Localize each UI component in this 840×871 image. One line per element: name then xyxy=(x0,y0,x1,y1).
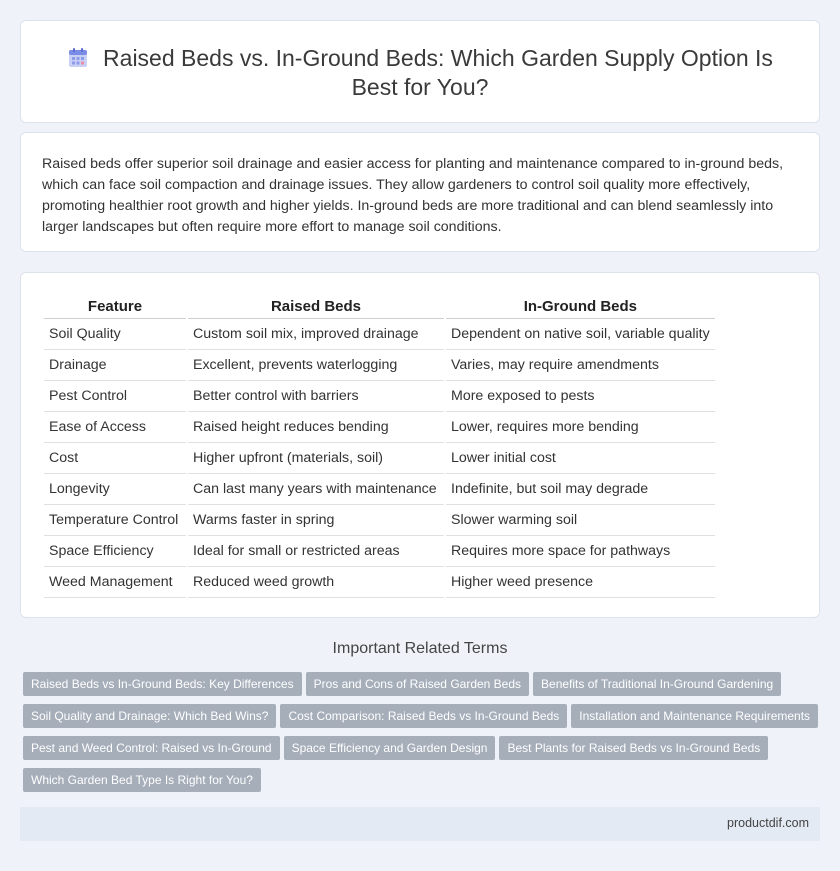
footer-site-link[interactable]: productdif.com xyxy=(727,816,809,830)
header-feature: Feature xyxy=(44,295,186,319)
calendar-icon xyxy=(67,47,89,69)
feature-cell: Pest Control xyxy=(44,381,186,412)
header-raised-beds: Raised Beds xyxy=(188,295,444,319)
in-ground-cell: Dependent on native soil, variable quality xyxy=(446,319,715,350)
table-row xyxy=(44,350,715,381)
related-term-tag[interactable]: Cost Comparison: Raised Beds vs In-Ground Beds xyxy=(280,704,567,728)
table-row xyxy=(44,536,715,567)
table-row xyxy=(44,567,715,598)
title-wrap xyxy=(21,44,819,102)
related-term-tag[interactable]: Soil Quality and Drainage: Which Bed Wins? xyxy=(23,704,276,728)
header-in-ground-beds: In-Ground Beds xyxy=(446,295,715,319)
related-term-tag[interactable]: Pest and Weed Control: Raised vs In-Ground xyxy=(23,736,280,760)
intro-card xyxy=(20,132,820,252)
table-row xyxy=(44,505,715,536)
raised-cell: Reduced weed growth xyxy=(188,567,444,598)
raised-cell: Excellent, prevents waterlogging xyxy=(188,350,444,381)
related-term-tag[interactable]: Best Plants for Raised Beds vs In-Ground Beds xyxy=(499,736,768,760)
raised-cell: Raised height reduces bending xyxy=(188,412,444,443)
raised-cell: Better control with barriers xyxy=(188,381,444,412)
table-header-row xyxy=(44,295,715,319)
related-term-tag[interactable]: Space Efficiency and Garden Design xyxy=(284,736,496,760)
in-ground-cell: Lower, requires more bending xyxy=(446,412,715,443)
in-ground-cell: Varies, may require amendments xyxy=(446,350,715,381)
in-ground-cell: Slower warming soil xyxy=(446,505,715,536)
footer xyxy=(20,807,820,841)
in-ground-cell: Lower initial cost xyxy=(446,443,715,474)
raised-cell: Higher upfront (materials, soil) xyxy=(188,443,444,474)
raised-cell: Ideal for small or restricted areas xyxy=(188,536,444,567)
raised-cell: Custom soil mix, improved drainage xyxy=(188,319,444,350)
in-ground-cell: Indefinite, but soil may degrade xyxy=(446,474,715,505)
related-terms-list xyxy=(23,672,823,800)
related-term-tag[interactable]: Which Garden Bed Type Is Right for You? xyxy=(23,768,261,792)
table-row xyxy=(44,412,715,443)
in-ground-cell: Higher weed presence xyxy=(446,567,715,598)
intro-text: Raised beds offer superior soil drainage and easier access for planting and maintenance compared to in-ground beds, which can face soil compaction and drainage issues. They allow gardeners to control soil quality more effectively, promoting healthier root growth and higher yields. In-ground beds are more traditional and can blend seamlessly into larger landscapes but often require more effort to manage soil conditions. xyxy=(42,156,784,235)
in-ground-cell: More exposed to pests xyxy=(446,381,715,412)
feature-cell: Longevity xyxy=(44,474,186,505)
table-row xyxy=(44,381,715,412)
comparison-card xyxy=(20,272,820,618)
raised-cell: Can last many years with maintenance xyxy=(188,474,444,505)
comparison-table xyxy=(42,295,717,598)
feature-cell: Space Efficiency xyxy=(44,536,186,567)
raised-cell: Warms faster in spring xyxy=(188,505,444,536)
related-term-tag[interactable]: Installation and Maintenance Requirements xyxy=(571,704,818,728)
page-title xyxy=(61,44,779,102)
related-term-tag[interactable]: Benefits of Traditional In-Ground Gardening xyxy=(533,672,781,696)
header-card xyxy=(20,20,820,123)
feature-cell: Temperature Control xyxy=(44,505,186,536)
feature-cell: Cost xyxy=(44,443,186,474)
feature-cell: Ease of Access xyxy=(44,412,186,443)
related-term-tag[interactable]: Pros and Cons of Raised Garden Beds xyxy=(306,672,529,696)
feature-cell: Soil Quality xyxy=(44,319,186,350)
table-row xyxy=(44,474,715,505)
related-term-tag[interactable]: Raised Beds vs In-Ground Beds: Key Differences xyxy=(23,672,302,696)
table-row xyxy=(44,319,715,350)
page-title-text: Raised Beds vs. In-Ground Beds: Which Garden Supply Option Is Best for You? xyxy=(103,45,773,100)
in-ground-cell: Requires more space for pathways xyxy=(446,536,715,567)
related-terms-title: Important Related Terms xyxy=(332,640,508,657)
table-row xyxy=(44,443,715,474)
feature-cell: Weed Management xyxy=(44,567,186,598)
feature-cell: Drainage xyxy=(44,350,186,381)
